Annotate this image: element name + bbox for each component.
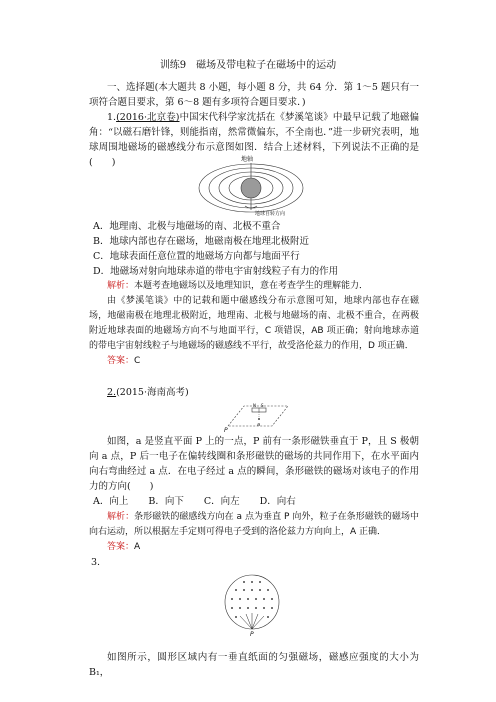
question-1-source: (2016·北京卷) <box>116 112 180 123</box>
question-2-option-a: A．向上 <box>93 496 129 507</box>
geomagnetic-field-figure <box>195 154 307 218</box>
answer-value: C <box>134 356 141 366</box>
question-1-options <box>89 219 419 279</box>
question-2-options <box>89 494 419 509</box>
question-2-option-d: D．向右 <box>259 496 296 507</box>
figure-label-s: S <box>261 403 264 408</box>
analysis-label: 解析： <box>107 281 135 291</box>
figure-rotation-label: 地球自转方向 <box>255 211 286 217</box>
circular-field-figure <box>222 572 282 638</box>
figure-label-n: N <box>253 403 256 408</box>
question-1-option-d: D．地磁场对射向地球赤道的带电宇宙射线粒子有力的作用 <box>93 266 339 277</box>
figure-label-a: a <box>257 422 261 428</box>
question-2-option-c: C．向左 <box>203 496 240 507</box>
figure-label-p: P <box>224 427 228 434</box>
question-1-option-b: B．地球内部也存在磁场，地磁南极在地理北极附近 <box>93 236 309 247</box>
question-1-analysis <box>89 279 419 369</box>
analysis-label: 解析： <box>107 512 135 522</box>
question-3-number: 3. <box>91 557 101 568</box>
answer-value: A <box>134 542 141 552</box>
analysis-text: 条形磁铁的磁感线方向在 a 点为垂直 P 向外，粒子在条形磁铁的磁场中向右运动，所以根据左手定则可得电子受到的洛伦兹力方向向上，A 正确． <box>89 512 419 537</box>
question-1-option-a: A．地理南、北极与地磁场的南、北极不重合 <box>93 221 281 232</box>
question-3-stem: 如图所示，圆形区域内有一垂直纸面的匀强磁场，磁感应强度的大小为 B₁， <box>89 652 419 678</box>
question-1-stem: 中国宋代科学家沈括在《梦溪笔谈》中最早记载了地磁偏角：“以磁石磨针锋，则能指南，然常微偏东，不全南也．”进一步研究表明，地球周围地磁场的磁感线分布示意图如图．结合上述材料，下列说法不正确的是( ) <box>89 112 419 168</box>
question-3 <box>89 555 419 570</box>
page-title: 训练9 磁场及带电粒子在磁场中的运动 <box>159 60 337 71</box>
figure-label-p: P <box>250 631 254 638</box>
question-2-option-b: B．向下 <box>148 496 184 507</box>
question-2-stem: 如图，a 是竖直平面 P 上的一点，P 前有一条形磁铁垂直于 P，且 S 极朝向 a 点，P 后一电子在偏转线圈和条形磁铁的磁场的共同作用下，在水平面内向右弯曲经过 a 点．在电子经过 a 点的瞬间，条形磁铁的磁场对该电子的作用力的方向( ) <box>89 436 419 492</box>
figure-axis-label: 地轴 <box>241 156 254 163</box>
magnet-plane-figure <box>222 398 292 434</box>
question-1-number: 1. <box>107 112 117 123</box>
question-2-analysis <box>89 510 419 555</box>
analysis-text: 本题考查地磁场以及地理知识，意在考查学生的理解能力． <box>134 281 369 291</box>
question-2-number: 2. <box>107 387 117 398</box>
answer-label: 答案： <box>107 542 135 552</box>
question-2-source: (2015·海南高考) <box>116 387 189 398</box>
section-heading: 一、选择题(本大题共 8 小题，每小题 8 分，共 64 分．第 1～5 题只有一项符合题目要求，第 6～8 题有多项符合题目要求．) <box>89 82 419 108</box>
analysis-text: 由《梦溪笔谈》中的记载和题中磁感线分布示意图可知，地球内部也存在磁场，地磁南极在地理北极附近，地理南、北极与地磁场的南、北极不重合，在两极附近地球表面的地磁场方向不与地面平行，C 项错误，AB 项正确；射向地球赤道的带电宇宙射线粒子与地磁场的磁感线不平行，故受洛伦兹力的作用，D 项正确． <box>89 296 419 351</box>
question-1-option-c: C．地球表面任意位置的地磁场方向都与地面平行 <box>93 251 300 262</box>
answer-label: 答案： <box>107 356 135 366</box>
